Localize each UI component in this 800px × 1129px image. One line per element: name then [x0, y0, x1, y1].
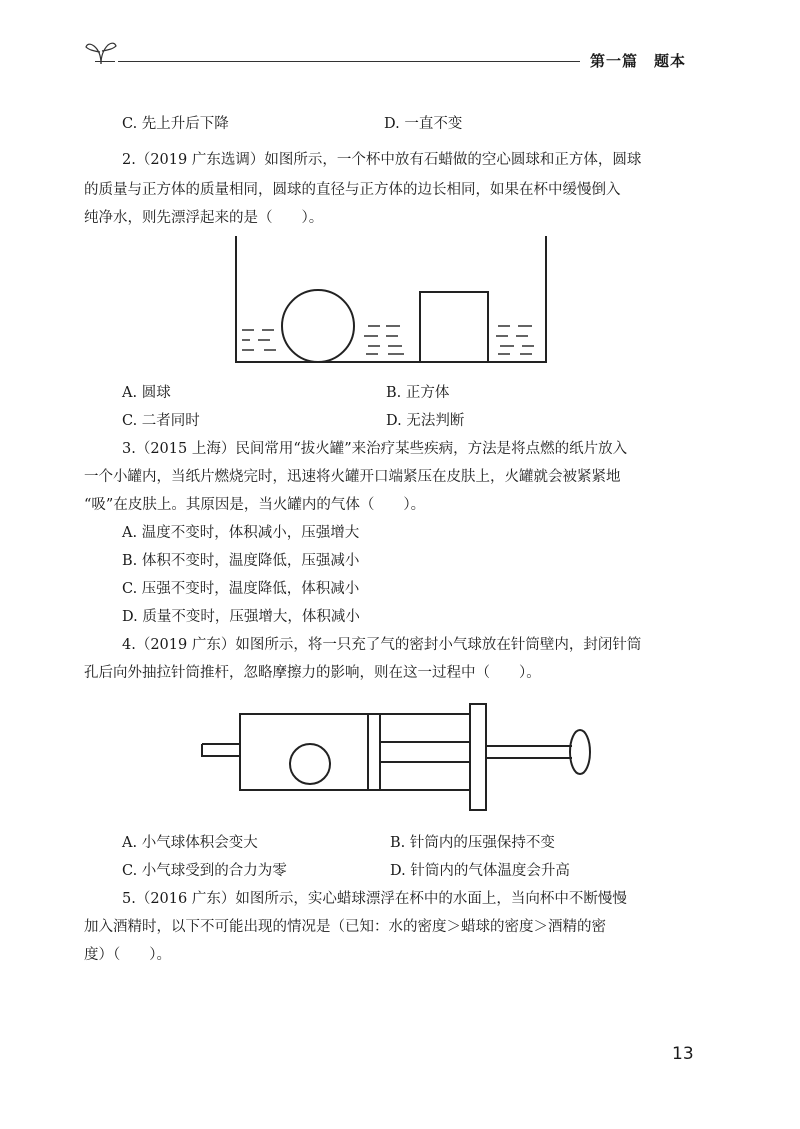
q2-option-d: D. 无法判断 [386, 413, 465, 429]
q2-text-line1: 2.（2019 广东选调）如图所示，一个杯中放有石蜡做的空心圆球和正方体，圆球 [122, 152, 642, 168]
q5-text-line3: 度）（ ）。 [84, 947, 171, 963]
cup-outline [236, 236, 546, 362]
q1-option-c: C. 先上升后下降 [122, 116, 229, 132]
q2-text-line3: 纯净水，则先漂浮起来的是（ ）。 [84, 210, 324, 226]
q3-option-c: C. 压强不变时，温度降低，体积减小 [122, 581, 360, 597]
hollow-sphere [282, 290, 354, 362]
q3-text-line2: 一个小罐内，当纸片燃烧完时，迅速将火罐开口端紧压在皮肤上，火罐就会被紧紧地 [84, 469, 621, 485]
q5-text-line2: 加入酒精时，以下不可能出现的情况是（已知：水的密度＞蜡球的密度＞酒精的密 [84, 919, 606, 935]
q2-option-b: B. 正方体 [386, 385, 450, 401]
section-title: 第一篇 题本 [590, 52, 687, 70]
q3-option-d: D. 质量不变时，压强增大，体积减小 [122, 609, 360, 625]
q3-option-a: A. 温度不变时，体积减小，压强增大 [122, 525, 360, 541]
syringe-barrel [240, 714, 470, 790]
q2-text-line2: 的质量与正方体的质量相同，圆球的直径与正方体的边长相同，如果在杯中缓慢倒入 [84, 182, 621, 198]
q1-option-d: D. 一直不变 [384, 116, 463, 132]
cup-figure [228, 232, 558, 370]
header-rule [118, 61, 580, 62]
q3-text-line1: 3.（2015 上海）民间常用“拔火罐”来治疗某些疾病，方法是将点燃的纸片放入 [122, 441, 628, 457]
syringe-figure [198, 700, 600, 818]
q4-option-b: B. 针筒内的压强保持不变 [390, 835, 555, 851]
q4-option-d: D. 针筒内的气体温度会升高 [390, 863, 570, 879]
q2-option-c: C. 二者同时 [122, 413, 200, 429]
page-number: 13 [672, 1044, 694, 1064]
q4-text-line2: 孔后向外抽拉针筒推杆，忽略摩擦力的影响，则在这一过程中（ ）。 [84, 665, 541, 681]
q3-option-b: B. 体积不变时，温度降低，压强减小 [122, 553, 360, 569]
plunger-thumb [570, 730, 590, 774]
header-rule-left [95, 61, 115, 62]
q4-option-c: C. 小气球受到的合力为零 [122, 863, 287, 879]
syringe-nozzle-bottom [202, 744, 240, 784]
q4-option-a: A. 小气球体积会变大 [122, 835, 258, 851]
small-balloon [290, 744, 330, 784]
cube [420, 292, 488, 362]
syringe-nozzle-top [202, 734, 240, 744]
q5-text-line1: 5.（2016 广东）如图所示，实心蜡球漂浮在杯中的水面上，当向杯中不断慢慢 [122, 891, 627, 907]
syringe-flange [470, 704, 486, 810]
q4-text-line1: 4.（2019 广东）如图所示，将一只充了气的密封小气球放在针筒壁内，封闭针筒 [122, 637, 642, 653]
q2-option-a: A. 圆球 [122, 385, 171, 401]
q3-text-line3: “吸”在皮肤上。其原因是，当火罐内的气体（ ）。 [84, 497, 426, 513]
